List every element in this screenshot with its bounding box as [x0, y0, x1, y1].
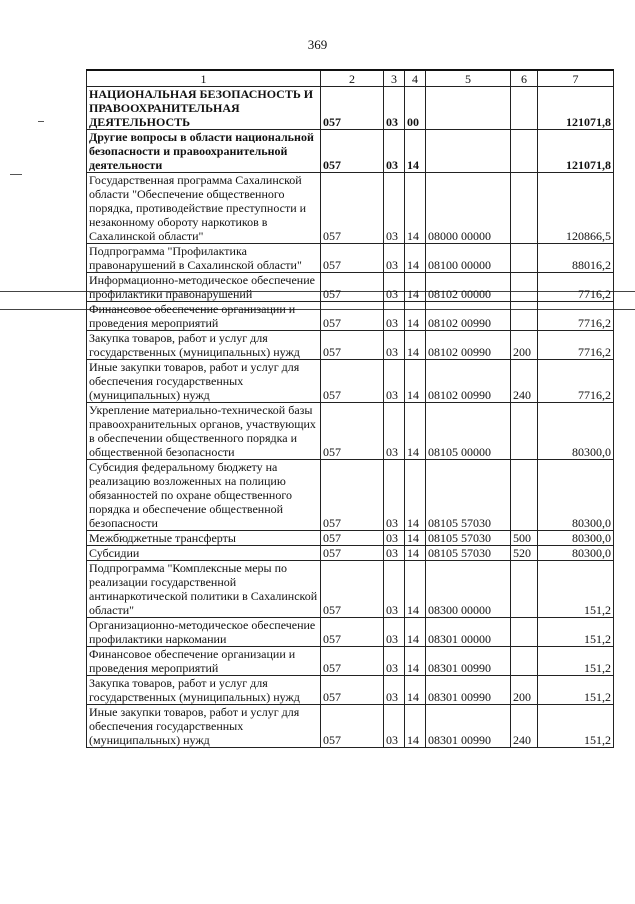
header-cell: 2	[321, 70, 384, 87]
row-name: Межбюджетные трансферты	[87, 531, 321, 546]
row-name: Закупка товаров, работ и услуг для государственных (муниципальных) нужд	[87, 676, 321, 705]
row-amount: 80300,0	[538, 531, 614, 546]
header-cell: 6	[511, 70, 538, 87]
row-name: Субсидии	[87, 546, 321, 561]
row-target-article: 08301 00990	[426, 705, 511, 748]
row-subsection-code: 14	[405, 705, 426, 748]
row-subsection-code: 14	[405, 173, 426, 244]
table-row	[87, 546, 614, 561]
row-expense-type: 200	[511, 676, 538, 705]
scan-mark	[10, 174, 22, 175]
row-expense-type: 240	[511, 360, 538, 403]
header-cell: 1	[87, 70, 321, 87]
row-target-article: 08102 00990	[426, 302, 511, 331]
row-ministry-code: 057	[321, 705, 384, 748]
row-expense-type	[511, 647, 538, 676]
table-row	[87, 331, 614, 360]
table-body	[87, 70, 614, 748]
row-expense-type	[511, 561, 538, 618]
row-subsection-code: 14	[405, 360, 426, 403]
table-row	[87, 360, 614, 403]
row-target-article: 08301 00000	[426, 618, 511, 647]
row-expense-type: 500	[511, 531, 538, 546]
row-subsection-code: 14	[405, 302, 426, 331]
row-subsection-code: 14	[405, 460, 426, 531]
row-expense-type	[511, 460, 538, 531]
row-amount: 80300,0	[538, 460, 614, 531]
row-name: Иные закупки товаров, работ и услуг для обеспечения государственных (муниципальных) нужд	[87, 360, 321, 403]
row-section-code: 03	[384, 360, 405, 403]
row-amount: 80300,0	[538, 403, 614, 460]
row-ministry-code: 057	[321, 531, 384, 546]
row-name: Финансовое обеспечение организации и проведения мероприятий	[87, 302, 321, 331]
row-section-code: 03	[384, 531, 405, 546]
row-amount: 151,2	[538, 618, 614, 647]
row-amount: 120866,5	[538, 173, 614, 244]
row-ministry-code: 057	[321, 331, 384, 360]
table-row	[87, 618, 614, 647]
row-section-code: 03	[384, 403, 405, 460]
row-target-article: 08300 00000	[426, 561, 511, 618]
row-section-code: 03	[384, 87, 405, 130]
table-row	[87, 87, 614, 130]
row-target-article: 08000 00000	[426, 173, 511, 244]
table-row	[87, 130, 614, 173]
row-section-code: 03	[384, 546, 405, 561]
row-amount: 151,2	[538, 561, 614, 618]
row-subsection-code: 14	[405, 546, 426, 561]
row-subsection-code: 14	[405, 561, 426, 618]
row-target-article: 08102 00990	[426, 360, 511, 403]
scan-mark	[38, 121, 44, 122]
table-row	[87, 403, 614, 460]
header-cell: 5	[426, 70, 511, 87]
row-subsection-code: 14	[405, 647, 426, 676]
row-expense-type	[511, 87, 538, 130]
row-section-code: 03	[384, 676, 405, 705]
row-expense-type	[511, 273, 538, 302]
table-row	[87, 244, 614, 273]
row-target-article: 08102 00000	[426, 273, 511, 302]
row-subsection-code: 14	[405, 244, 426, 273]
table-row	[87, 173, 614, 244]
row-section-code: 03	[384, 460, 405, 531]
row-name: Государственная программа Сахалинской области "Обеспечение общественного порядка, противодействие преступности и незаконному обороту наркотиков в Сахалинской области"	[87, 173, 321, 244]
row-target-article: 08102 00990	[426, 331, 511, 360]
row-expense-type	[511, 130, 538, 173]
row-name: Подпрограмма "Комплексные меры по реализации государственной антинаркотической политики в Сахалинской области"	[87, 561, 321, 618]
row-section-code: 03	[384, 705, 405, 748]
row-expense-type	[511, 618, 538, 647]
row-section-code: 03	[384, 244, 405, 273]
row-name: Укрепление материально-технической базы правоохранительных органов, участвующих в обеспечении общественного порядка и общественной безопасности	[87, 403, 321, 460]
row-amount: 151,2	[538, 705, 614, 748]
row-name: Организационно-методическое обеспечение профилактики наркомании	[87, 618, 321, 647]
row-ministry-code: 057	[321, 244, 384, 273]
row-ministry-code: 057	[321, 273, 384, 302]
row-subsection-code: 14	[405, 403, 426, 460]
row-section-code: 03	[384, 331, 405, 360]
table-row	[87, 460, 614, 531]
row-target-article: 08301 00990	[426, 647, 511, 676]
row-amount: 121071,8	[538, 87, 614, 130]
row-ministry-code: 057	[321, 561, 384, 618]
row-amount: 7716,2	[538, 273, 614, 302]
row-ministry-code: 057	[321, 403, 384, 460]
row-expense-type: 240	[511, 705, 538, 748]
row-name: Финансовое обеспечение организации и проведения мероприятий	[87, 647, 321, 676]
row-section-code: 03	[384, 647, 405, 676]
row-target-article: 08105 57030	[426, 531, 511, 546]
table-row	[87, 647, 614, 676]
row-name: Информационно-методическое обеспечение профилактики правонарушений	[87, 273, 321, 302]
row-name: Закупка товаров, работ и услуг для государственных (муниципальных) нужд	[87, 331, 321, 360]
row-amount: 151,2	[538, 676, 614, 705]
row-name: Другие вопросы в области национальной безопасности и правоохранительной деятельности	[87, 130, 321, 173]
table-row	[87, 302, 614, 331]
row-target-article: 08105 57030	[426, 460, 511, 531]
row-expense-type	[511, 403, 538, 460]
row-target-article: 08100 00000	[426, 244, 511, 273]
row-target-article: 08301 00990	[426, 676, 511, 705]
row-amount: 80300,0	[538, 546, 614, 561]
row-ministry-code: 057	[321, 460, 384, 531]
row-expense-type: 520	[511, 546, 538, 561]
row-name: Иные закупки товаров, работ и услуг для обеспечения государственных (муниципальных) нужд	[87, 705, 321, 748]
row-amount: 88016,2	[538, 244, 614, 273]
row-expense-type	[511, 244, 538, 273]
header-cell: 3	[384, 70, 405, 87]
table-row	[87, 705, 614, 748]
row-section-code: 03	[384, 130, 405, 173]
row-amount: 121071,8	[538, 130, 614, 173]
row-name: Субсидия федеральному бюджету на реализацию возложенных на полицию обязанностей по охране общественного порядка и обеспечение общественной безопасности	[87, 460, 321, 531]
row-section-code: 03	[384, 561, 405, 618]
table-row	[87, 561, 614, 618]
row-ministry-code: 057	[321, 546, 384, 561]
row-ministry-code: 057	[321, 360, 384, 403]
row-name: НАЦИОНАЛЬНАЯ БЕЗОПАСНОСТЬ И ПРАВООХРАНИТЕЛЬНАЯ ДЕЯТЕЛЬНОСТЬ	[87, 87, 321, 130]
row-ministry-code: 057	[321, 647, 384, 676]
row-ministry-code: 057	[321, 618, 384, 647]
row-amount: 7716,2	[538, 302, 614, 331]
row-ministry-code: 057	[321, 676, 384, 705]
row-amount: 151,2	[538, 647, 614, 676]
row-section-code: 03	[384, 302, 405, 331]
row-ministry-code: 057	[321, 87, 384, 130]
header-cell: 4	[405, 70, 426, 87]
table-row	[87, 676, 614, 705]
row-ministry-code: 057	[321, 130, 384, 173]
row-name: Подпрограмма "Профилактика правонарушений в Сахалинской области"	[87, 244, 321, 273]
row-subsection-code: 14	[405, 531, 426, 546]
table-row	[87, 273, 614, 302]
budget-table	[86, 69, 614, 748]
row-subsection-code: 14	[405, 273, 426, 302]
row-amount: 7716,2	[538, 360, 614, 403]
header-row	[87, 70, 614, 87]
row-target-article	[426, 130, 511, 173]
header-cell: 7	[538, 70, 614, 87]
row-expense-type	[511, 173, 538, 244]
table-row	[87, 531, 614, 546]
row-section-code: 03	[384, 618, 405, 647]
row-section-code: 03	[384, 173, 405, 244]
page-number: 369	[307, 37, 328, 52]
row-subsection-code: 14	[405, 331, 426, 360]
row-subsection-code: 14	[405, 618, 426, 647]
row-subsection-code: 00	[405, 87, 426, 130]
row-target-article: 08105 00000	[426, 403, 511, 460]
row-ministry-code: 057	[321, 302, 384, 331]
row-expense-type	[511, 302, 538, 331]
row-target-article	[426, 87, 511, 130]
row-ministry-code: 057	[321, 173, 384, 244]
row-subsection-code: 14	[405, 676, 426, 705]
row-amount: 7716,2	[538, 331, 614, 360]
row-section-code: 03	[384, 273, 405, 302]
row-expense-type: 200	[511, 331, 538, 360]
row-target-article: 08105 57030	[426, 546, 511, 561]
row-subsection-code: 14	[405, 130, 426, 173]
